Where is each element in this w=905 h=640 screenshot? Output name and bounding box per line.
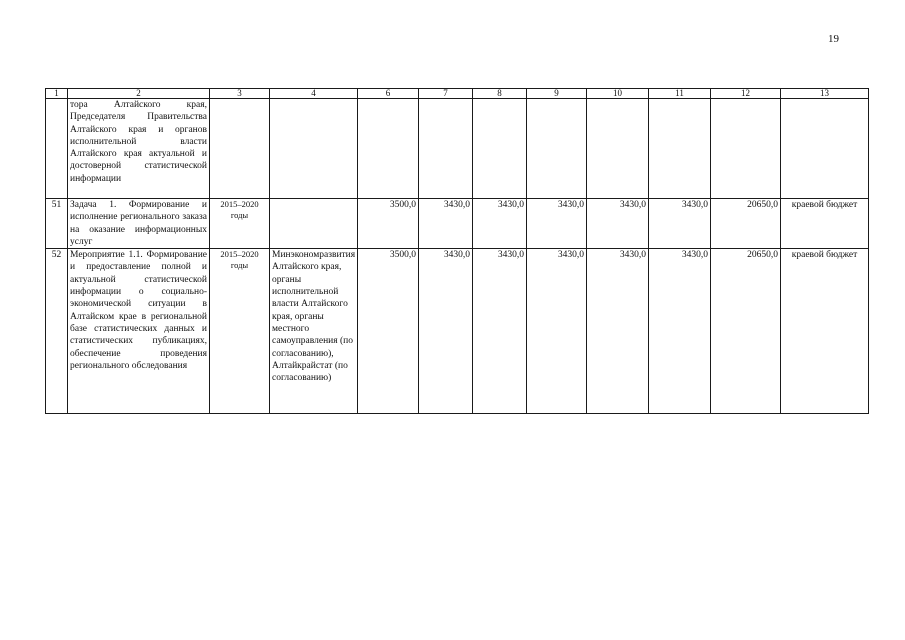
row-value-col12: 20650,0 <box>711 199 781 249</box>
row-value-col6: 3500,0 <box>358 249 419 414</box>
row-executor <box>270 199 358 249</box>
column-header: 13 <box>781 89 869 99</box>
row-value-col11 <box>649 99 711 199</box>
row-value-col8 <box>473 99 527 199</box>
table-row <box>46 99 869 199</box>
row-number: 51 <box>46 199 68 249</box>
row-value-col10: 3430,0 <box>587 199 649 249</box>
row-value-col11: 3430,0 <box>649 199 711 249</box>
column-header: 11 <box>649 89 711 99</box>
row-years: 2015–2020 годы <box>210 249 270 414</box>
row-value-col6: 3500,0 <box>358 199 419 249</box>
row-value-col7: 3430,0 <box>419 249 473 414</box>
column-header: 10 <box>587 89 649 99</box>
row-executor: Минэкономразвития Алтайского края, органы исполнительной власти Алтайского края, органы местного самоуправления (по согласованию), Алтайкрайстат (по согласованию) <box>270 249 358 414</box>
row-value-col7 <box>419 99 473 199</box>
page-number: 19 <box>828 33 839 45</box>
column-header: 6 <box>358 89 419 99</box>
row-name: тора Алтайского края, Председателя Правительства Алтайского края и органов исполнительной власти Алтайского края актуальной и достоверной статистической информации <box>68 99 210 199</box>
table-row <box>46 199 869 249</box>
column-header: 3 <box>210 89 270 99</box>
row-value-col11: 3430,0 <box>649 249 711 414</box>
column-header: 2 <box>68 89 210 99</box>
row-value-col6 <box>358 99 419 199</box>
row-funding-source <box>781 99 869 199</box>
row-value-col10: 3430,0 <box>587 249 649 414</box>
row-years: 2015–2020 годы <box>210 199 270 249</box>
row-number <box>46 99 68 199</box>
column-header: 1 <box>46 89 68 99</box>
row-funding-source: краевой бюджет <box>781 199 869 249</box>
row-name: Задача 1. Формирование и исполнение регионального заказа на оказание информационных услуг <box>68 199 210 249</box>
row-value-col8: 3430,0 <box>473 249 527 414</box>
row-value-col12 <box>711 99 781 199</box>
table-row <box>46 249 869 414</box>
column-header: 7 <box>419 89 473 99</box>
row-value-col12: 20650,0 <box>711 249 781 414</box>
column-header: 4 <box>270 89 358 99</box>
row-name: Мероприятие 1.1. Формирование и предоставление полной и актуальной статистической информации о социально-экономической ситуации в Алтайском крае в региональной базе статистических данных и статистических публикациях, обеспечение проведения регионального обследования <box>68 249 210 414</box>
budget-table <box>45 88 869 414</box>
row-value-col9: 3430,0 <box>527 249 587 414</box>
row-executor <box>270 99 358 199</box>
column-header: 8 <box>473 89 527 99</box>
row-value-col9: 3430,0 <box>527 199 587 249</box>
row-value-col8: 3430,0 <box>473 199 527 249</box>
row-value-col7: 3430,0 <box>419 199 473 249</box>
row-value-col9 <box>527 99 587 199</box>
row-value-col10 <box>587 99 649 199</box>
row-years <box>210 99 270 199</box>
row-number: 52 <box>46 249 68 414</box>
row-funding-source: краевой бюджет <box>781 249 869 414</box>
column-header: 12 <box>711 89 781 99</box>
column-header: 9 <box>527 89 587 99</box>
column-number-row <box>46 89 869 99</box>
